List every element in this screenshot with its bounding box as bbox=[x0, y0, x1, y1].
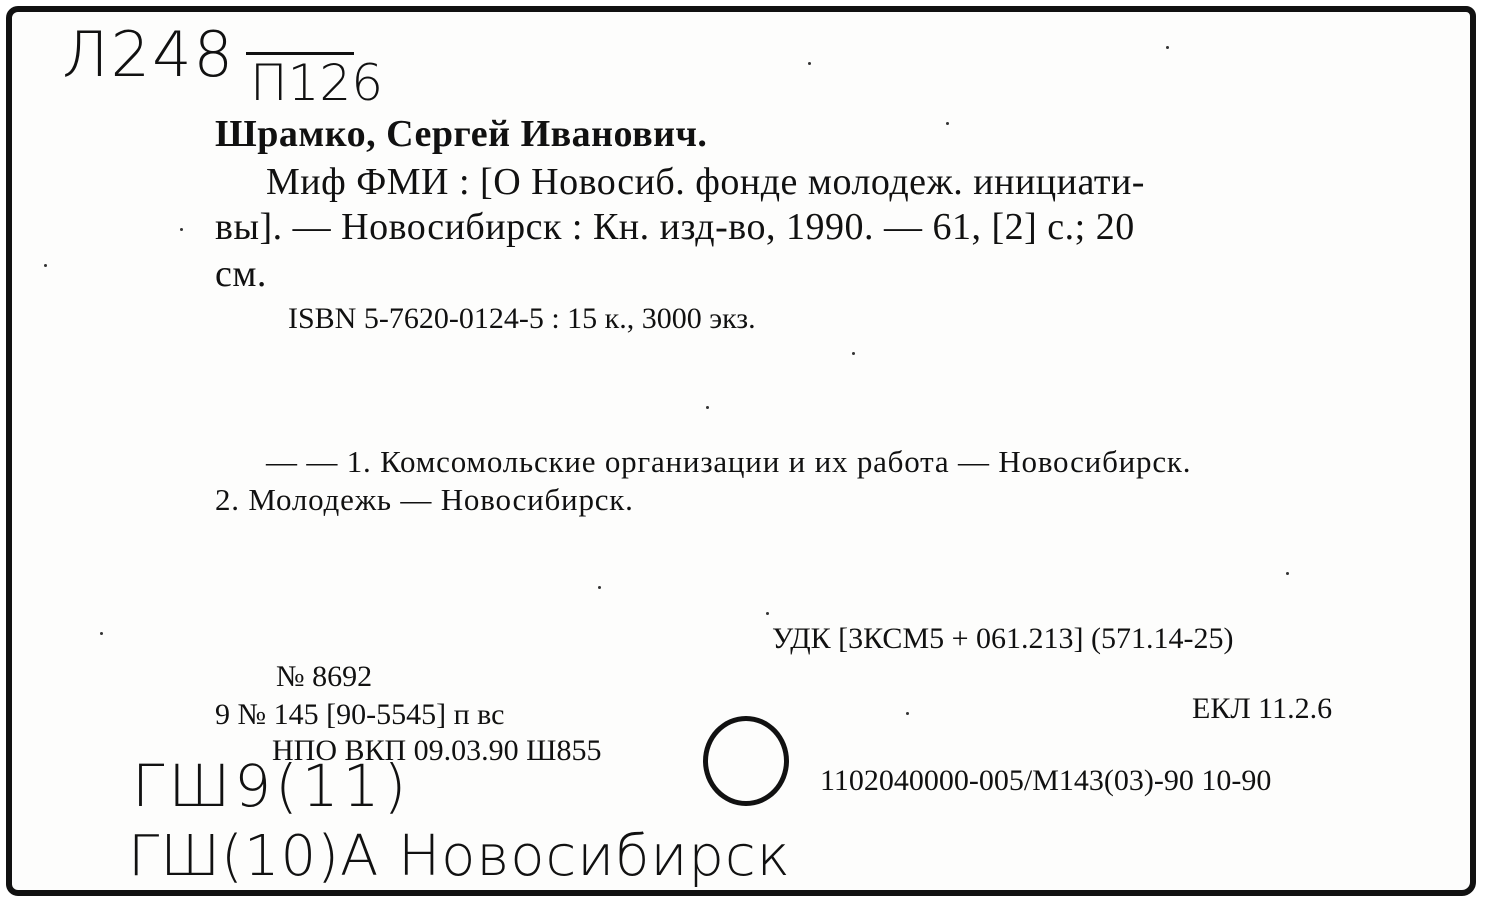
scan-speck bbox=[706, 406, 709, 409]
scan-speck bbox=[1166, 46, 1169, 49]
udk-code: УДК [3КСМ5 + 061.213] (571.14-25) bbox=[772, 622, 1234, 655]
handwritten-class-line-2: ГШ(10)А Новосибирск bbox=[128, 824, 791, 889]
scan-speck bbox=[766, 612, 769, 615]
scan-speck bbox=[1286, 572, 1289, 575]
handwritten-class-line-1: ГШ9(11) bbox=[132, 752, 411, 820]
scan-speck bbox=[808, 62, 811, 65]
title-line-2: вы]. — Новосибирск : Кн. изд-во, 1990. — 61, [2] с.; 20 bbox=[215, 206, 1135, 248]
publication-code: 1102040000-005/М143(03)-90 10-90 bbox=[820, 764, 1272, 797]
subjects-line-1: — — 1. Комсомольские организации и их работа — Новосибирск. bbox=[266, 444, 1192, 479]
scan-speck bbox=[180, 228, 183, 231]
scan-speck bbox=[44, 264, 47, 267]
scan-speck bbox=[946, 122, 949, 125]
isbn-price-line: ISBN 5-7620-0124-5 : 15 к., 3000 экз. bbox=[288, 302, 756, 335]
handwritten-shelfmark-overline: П126 bbox=[250, 54, 384, 112]
title-line-1: Миф ФМИ : [О Новосиб. фонде молодеж. инициати- bbox=[266, 161, 1145, 203]
scan-speck bbox=[598, 586, 601, 589]
handwritten-shelfmark-prefix: Л248 bbox=[62, 18, 235, 91]
scan-speck bbox=[100, 632, 103, 635]
order-number: 9 № 145 [90-5545] п вс bbox=[215, 698, 505, 731]
author-heading: Шрамко, Сергей Иванович. bbox=[215, 113, 708, 155]
scan-speck bbox=[906, 712, 909, 715]
title-line-3: см. bbox=[215, 253, 267, 295]
scan-speck bbox=[852, 352, 855, 355]
circle-mark bbox=[703, 716, 789, 806]
card-number: № 8692 bbox=[276, 660, 373, 693]
ekl-code: ЕКЛ 11.2.6 bbox=[1192, 692, 1333, 725]
npo-line: НПО ВКП 09.03.90 Ш855 bbox=[272, 734, 602, 767]
subjects-line-2: 2. Молодежь — Новосибирск. bbox=[215, 482, 634, 517]
